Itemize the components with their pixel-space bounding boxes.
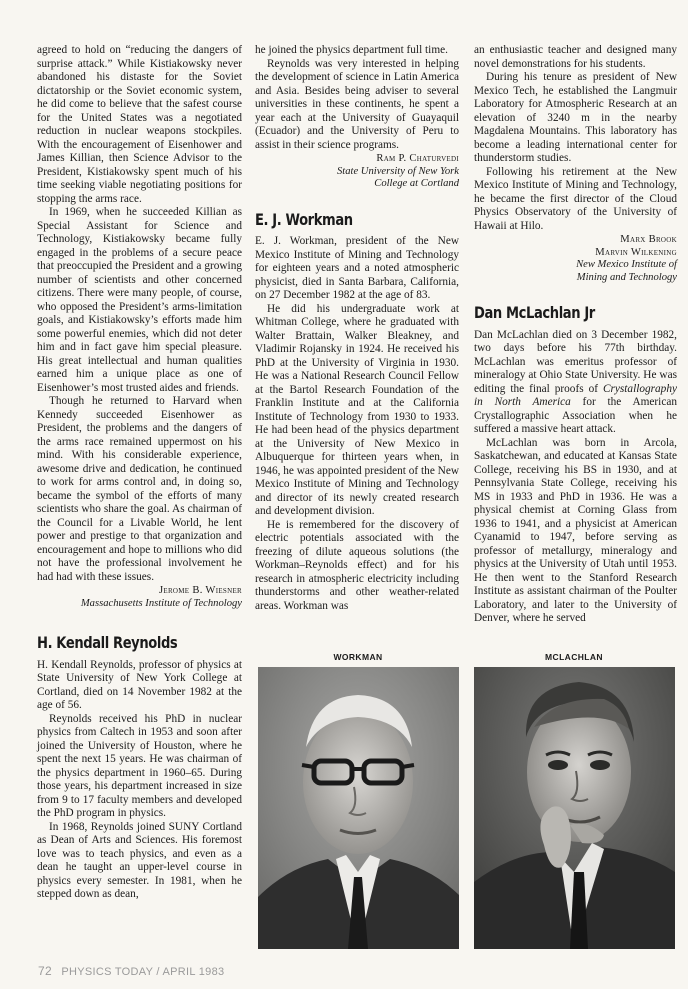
reynolds-paragraph-5: Reynolds was very interested in helping the development of science in Latin America and Asia. Besides being adviser to several universities in these continents, he spent a year each at the University of Guayaquil (Ecuador) and the University of Peru to assist in their science programs. (255, 57, 459, 151)
reynolds-heading: H. Kendall Reynolds (37, 633, 178, 652)
workman-photo (258, 667, 459, 949)
signature-affiliation: College at Cortland (374, 178, 459, 189)
signature-name: Marx Brook (620, 234, 677, 245)
signature-affiliation: Mining and Technology (576, 271, 677, 283)
signature-name: Jerome B. Wiesner (158, 585, 242, 596)
workman-paragraph-6: Following his retirement at the New Mexico Institute of Mining and Technology, he became the first director of the Cloud Physics Observatory of the University of Hawaii at Hilo. (474, 165, 677, 232)
mclachlan-text: Dan McLachlan died on 3 December 1982, two days before his 77th birthday. McLachlan was emeritus professor of mineralogy at Ohio State University. He was editing the final proofs of (474, 328, 677, 395)
column-1 (37, 44, 242, 902)
mclachlan-text: for the American Crystallographic Association when he suffered a massive heart attack. (474, 396, 677, 435)
workman-portrait-image (258, 667, 459, 949)
chaturvedi-signature (255, 153, 459, 191)
mclachlan-portrait-image (474, 667, 675, 949)
workman-paragraph-3: He is remembered for the discovery of electric potentials associated with the freezing of dilute aqueous solutions (the Workman–Reynolds effect) and for his research in atmospheric electricity including thunderstorms and other weather-related areas. Workman was (255, 518, 459, 612)
signature-name: Ram P. Chaturvedi (376, 153, 459, 164)
book-title: Crystallography in North America (474, 382, 677, 408)
wiesner-signature (37, 585, 242, 610)
page-footer (38, 964, 224, 978)
reynolds-paragraph-3: In 1968, Reynolds joined SUNY Cortland as Dean of Arts and Sciences. His foremost love was to teach physics, and even as a dean he taught an upper-level course in physics every semester. In 1981, when he stepped down as dean, (37, 820, 242, 900)
signature-affiliation: State University of New York (336, 165, 459, 177)
column-2 (255, 44, 459, 613)
signature-name: Marvin Wilkening (595, 246, 677, 258)
brook-wilkening-signature (474, 234, 677, 284)
journal-name: PHYSICS TODAY / APRIL 1983 (61, 966, 225, 978)
workman-paragraph-5: During his tenure as president of New Mexico Tech, he established the Langmuir Laboratory for Atmospheric Research at an elevation of 3240 m in the nearby Magdalena Mountains. This laboratory has become a leading international center for thunderstorm studies. (474, 71, 677, 164)
workman-heading: E. J. Workman (255, 209, 353, 229)
column-3 (474, 44, 677, 626)
kistiakowsky-paragraph-2: In 1969, when he succeeded Killian as Special Assistant for Science and Technology, Kistiakowsky became fully engaged in the problems of a secure peace that preoccupied the President and a growing number of scientists and other concerned citizens. There were many people, of course, who opposed the President’s arms-limitation goals, and Kistiakowsky’s efforts made him some powerful enemies, which did not deter him and in fact gave him special pleasure. His great intellectual and human qualities earned him a unique place as one of Eisenhower’s most trusted aides and friends. (37, 206, 242, 394)
mclachlan-heading: Dan McLachlan Jr (474, 303, 595, 322)
reynolds-paragraph-2: Reynolds received his PhD in nuclear physics from Caltech in 1953 and soon after joined the University of Houston, where he spent the next 15 years. He was chairman of the physics department in 1960–65. During those years, his department increased in size from 9 to 17 faculty members and developed the PhD program in physics. (37, 712, 242, 819)
signature-affiliation: Massachusetts Institute of Technology (80, 597, 242, 609)
signature-affiliation: New Mexico Institute of (576, 259, 677, 270)
workman-photo-caption: WORKMAN (333, 652, 383, 662)
mclachlan-photo-caption: MCLACHLAN (545, 652, 603, 662)
kistiakowsky-paragraph-1: agreed to hold on “reducing the dangers of surprise attack.” While Kistiakowsky never abandoned his distaste for the Soviet dictatorship or the Soviet economic system, he did come to believe that the safest course for the United States was a negotiated reduction in nuclear weapons stockpiles. With the encouragement of Eisenhower and James Killian, then Science Advisor to the President, Kistiakowsky spent much of his time seeking viable negotiating positions for stopping the arms race. (37, 44, 242, 205)
page-number: 72 (38, 964, 52, 978)
mclachlan-paragraph-2: McLachlan was born in Arcola, Saskatchewan, and educated at Kansas State College, receiving his BS in 1930, and at Pennsylvania State College, receiving his MS in 1933 and PhD in 1936. He was a physical chemist at Corning Glass from 1936 to 1941, and a physicist at American Cyanamid to 1947, before serving as professor of metallurgy, mineralogy and physics at the University of Utah until 1953. He then went to the Stanford Research Institute as assistant chairman of the Poulter Laboratory, and later to the University of Denver, where he served (474, 436, 677, 624)
kistiakowsky-paragraph-3: Though he returned to Harvard when Kennedy succeeded Eisenhower as President, the problems and the dangers of the arms race remained uppermost on his mind. With his considerable experience, awesome drive and dedication, he continued to work for arms control and, in doing so, became the symbol of the efforts of many scientists who share the goal. As chairman of the Council for a Livable World, he lent power and prestige to that organization and encouragement and hope to millions who did not have the professional involvement he had had with these issues. (37, 395, 242, 583)
reynolds-paragraph-1: H. Kendall Reynolds, professor of physics at State University of New York College at Cortland, died on 14 November 1982 at the age of 56. (37, 658, 242, 711)
workman-paragraph-4: an enthusiastic teacher and designed many novel demonstrations for his students. (474, 44, 677, 70)
workman-paragraph-1: E. J. Workman, president of the New Mexico Institute of Mining and Technology for eighteen years and a noted atmospheric physicist, died in Santa Barbara, California, on 27 December 1982 at the age of 83. (255, 235, 459, 301)
mclachlan-photo (474, 667, 675, 949)
reynolds-paragraph-4: he joined the physics department full time. (255, 44, 448, 56)
mclachlan-paragraph-1 (474, 329, 677, 437)
workman-paragraph-2: He did his undergraduate work at Whitman College, where he graduated with Walter Brattain, Walker Bleakney, and Vladimir Rojansky in 1924. He received his PhD at the University of Virginia in 1930. He was a National Research Council Fellow at the Bartol Research Foundation of the Franklin Institute and at the California Institute of Technology from 1930 to 1933. He had been head of the physics department at the University of New Mexico in Albuquerque for thirteen years when, in 1946, he was appointed president of the New Mexico Institute of Mining and Technology and director of its newly created research and development division. (255, 302, 459, 517)
